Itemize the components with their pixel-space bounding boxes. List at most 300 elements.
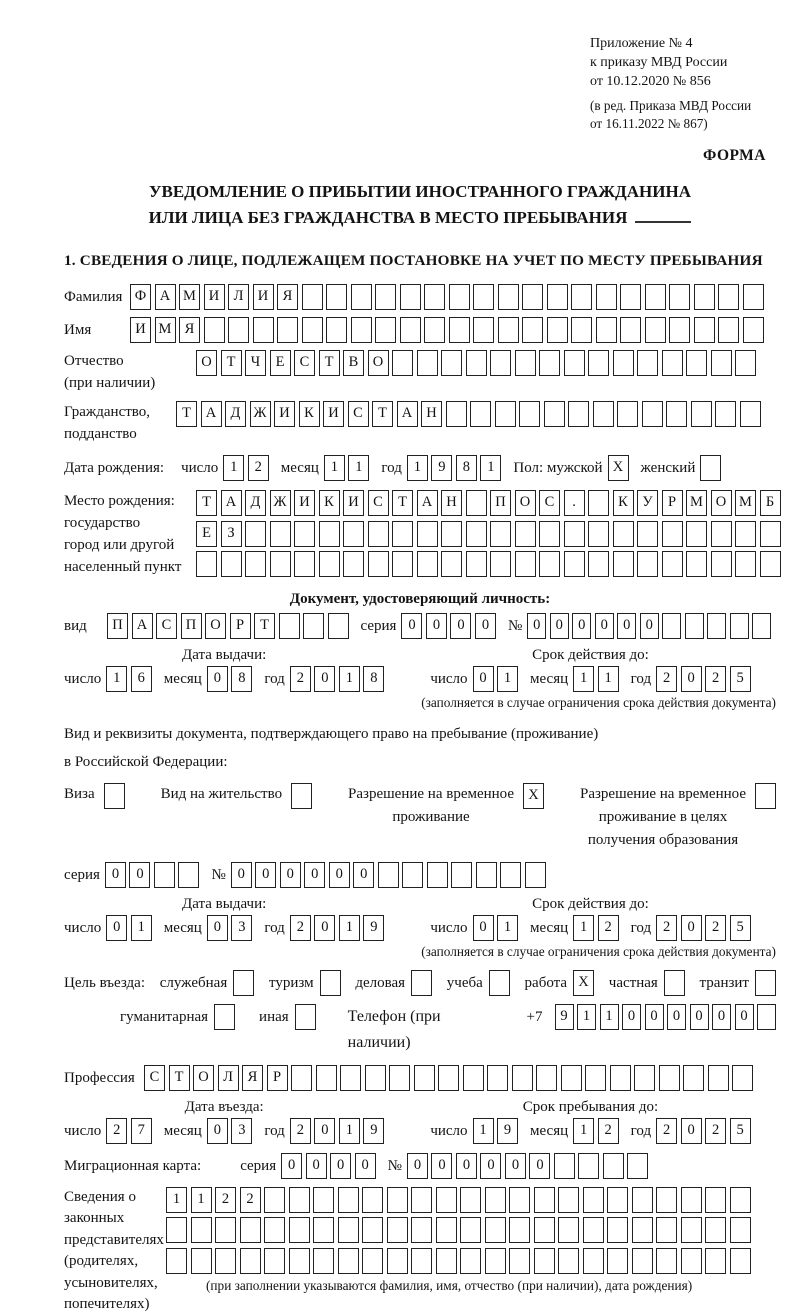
- form-cell[interactable]: [485, 1187, 506, 1213]
- form-cell[interactable]: 0: [681, 1118, 702, 1144]
- form-cell[interactable]: 0: [735, 1004, 754, 1030]
- form-cell[interactable]: [387, 1248, 408, 1274]
- form-cell[interactable]: 2: [705, 1118, 726, 1144]
- form-cell[interactable]: К: [319, 490, 340, 516]
- form-cell[interactable]: 0: [431, 1153, 452, 1179]
- form-cell[interactable]: [694, 284, 715, 310]
- form-cell[interactable]: Ж: [250, 401, 271, 427]
- form-cell[interactable]: 0: [667, 1004, 686, 1030]
- form-cell[interactable]: [561, 1065, 582, 1091]
- form-cell[interactable]: П: [107, 613, 128, 639]
- form-cell[interactable]: [681, 1217, 702, 1243]
- form-cell[interactable]: И: [343, 490, 364, 516]
- form-cell[interactable]: Т: [196, 490, 217, 516]
- form-cell[interactable]: [656, 1217, 677, 1243]
- form-cell[interactable]: 0: [314, 666, 335, 692]
- form-cell[interactable]: 8: [456, 455, 477, 481]
- form-cell[interactable]: [607, 1217, 628, 1243]
- form-cell[interactable]: [166, 1248, 187, 1274]
- form-cell[interactable]: 0: [550, 613, 569, 639]
- form-cell[interactable]: М: [735, 490, 756, 516]
- form-cell[interactable]: [466, 551, 487, 577]
- form-cell[interactable]: [303, 613, 324, 639]
- form-cell[interactable]: [691, 401, 712, 427]
- form-cell[interactable]: [522, 284, 543, 310]
- form-cell[interactable]: И: [204, 284, 225, 310]
- form-cell[interactable]: 1: [339, 666, 360, 692]
- form-cell[interactable]: Р: [267, 1065, 288, 1091]
- form-cell[interactable]: 1: [480, 455, 501, 481]
- form-cell[interactable]: [460, 1217, 481, 1243]
- form-cell[interactable]: [449, 317, 470, 343]
- form-cell[interactable]: А: [155, 284, 176, 310]
- form-cell[interactable]: [662, 613, 681, 639]
- form-cell[interactable]: [253, 317, 274, 343]
- form-cell[interactable]: [392, 551, 413, 577]
- form-cell[interactable]: [392, 521, 413, 547]
- form-cell[interactable]: В: [343, 350, 364, 376]
- form-cell[interactable]: [564, 551, 585, 577]
- form-cell[interactable]: 1: [166, 1187, 187, 1213]
- form-cell[interactable]: [632, 1187, 653, 1213]
- form-cell[interactable]: 0: [304, 862, 325, 888]
- form-cell[interactable]: Ф: [130, 284, 151, 310]
- form-cell[interactable]: [730, 1217, 751, 1243]
- form-cell[interactable]: [245, 521, 266, 547]
- form-cell[interactable]: 0: [401, 613, 422, 639]
- form-cell[interactable]: [760, 521, 781, 547]
- form-cell[interactable]: [509, 1187, 530, 1213]
- form-cell[interactable]: 1: [324, 455, 345, 481]
- form-cell[interactable]: [104, 783, 125, 809]
- form-cell[interactable]: [607, 1248, 628, 1274]
- form-cell[interactable]: [607, 1187, 628, 1213]
- form-cell[interactable]: [544, 401, 565, 427]
- form-cell[interactable]: 9: [497, 1118, 518, 1144]
- form-cell[interactable]: П: [181, 613, 202, 639]
- form-cell[interactable]: [642, 401, 663, 427]
- form-cell[interactable]: 1: [191, 1187, 212, 1213]
- form-cell[interactable]: И: [253, 284, 274, 310]
- form-cell[interactable]: [221, 551, 242, 577]
- form-cell[interactable]: Н: [441, 490, 462, 516]
- form-cell[interactable]: [617, 401, 638, 427]
- form-cell[interactable]: [411, 970, 432, 996]
- form-cell[interactable]: [498, 317, 519, 343]
- form-cell[interactable]: [708, 1065, 729, 1091]
- form-cell[interactable]: 3: [231, 1118, 252, 1144]
- form-cell[interactable]: [228, 317, 249, 343]
- form-cell[interactable]: 2: [290, 915, 311, 941]
- form-cell[interactable]: [178, 862, 199, 888]
- form-cell[interactable]: О: [368, 350, 389, 376]
- form-cell[interactable]: [610, 1065, 631, 1091]
- form-cell[interactable]: 0: [712, 1004, 731, 1030]
- form-cell[interactable]: [755, 783, 776, 809]
- form-cell[interactable]: [681, 1248, 702, 1274]
- form-cell[interactable]: 0: [572, 613, 591, 639]
- form-cell[interactable]: [662, 521, 683, 547]
- form-cell[interactable]: 0: [129, 862, 150, 888]
- form-cell[interactable]: [588, 350, 609, 376]
- form-cell[interactable]: [509, 1217, 530, 1243]
- form-cell[interactable]: [476, 862, 497, 888]
- form-cell[interactable]: [711, 521, 732, 547]
- form-cell[interactable]: 5: [730, 666, 751, 692]
- form-cell[interactable]: 0: [330, 1153, 351, 1179]
- form-cell[interactable]: 9: [431, 455, 452, 481]
- form-cell[interactable]: [270, 521, 291, 547]
- form-cell[interactable]: 0: [640, 613, 659, 639]
- form-cell[interactable]: Т: [319, 350, 340, 376]
- form-cell[interactable]: [686, 521, 707, 547]
- form-cell[interactable]: [289, 1248, 310, 1274]
- form-cell[interactable]: 2: [656, 666, 677, 692]
- form-cell[interactable]: [463, 1065, 484, 1091]
- form-cell[interactable]: С: [368, 490, 389, 516]
- form-cell[interactable]: X: [608, 455, 629, 481]
- form-cell[interactable]: 0: [426, 613, 447, 639]
- form-cell[interactable]: 0: [527, 613, 546, 639]
- form-cell[interactable]: [627, 1153, 648, 1179]
- form-cell[interactable]: Д: [245, 490, 266, 516]
- form-cell[interactable]: [368, 521, 389, 547]
- form-cell[interactable]: [632, 1248, 653, 1274]
- form-cell[interactable]: 0: [595, 613, 614, 639]
- form-cell[interactable]: [378, 862, 399, 888]
- form-cell[interactable]: [534, 1187, 555, 1213]
- form-cell[interactable]: [289, 1217, 310, 1243]
- form-cell[interactable]: [166, 1217, 187, 1243]
- form-cell[interactable]: [515, 350, 536, 376]
- form-cell[interactable]: 0: [355, 1153, 376, 1179]
- form-cell[interactable]: И: [130, 317, 151, 343]
- form-cell[interactable]: [362, 1248, 383, 1274]
- form-cell[interactable]: 0: [473, 666, 494, 692]
- form-cell[interactable]: [705, 1187, 726, 1213]
- form-cell[interactable]: [534, 1248, 555, 1274]
- form-cell[interactable]: [613, 551, 634, 577]
- form-cell[interactable]: [473, 317, 494, 343]
- form-cell[interactable]: 1: [407, 455, 428, 481]
- form-cell[interactable]: [264, 1187, 285, 1213]
- form-cell[interactable]: [196, 551, 217, 577]
- form-cell[interactable]: С: [539, 490, 560, 516]
- form-cell[interactable]: [375, 317, 396, 343]
- form-cell[interactable]: [588, 490, 609, 516]
- form-cell[interactable]: [490, 350, 511, 376]
- form-cell[interactable]: А: [221, 490, 242, 516]
- form-cell[interactable]: [525, 862, 546, 888]
- form-cell[interactable]: А: [132, 613, 153, 639]
- form-cell[interactable]: X: [573, 970, 594, 996]
- form-cell[interactable]: [417, 551, 438, 577]
- form-cell[interactable]: [743, 284, 764, 310]
- form-cell[interactable]: Б: [760, 490, 781, 516]
- form-cell[interactable]: [387, 1187, 408, 1213]
- form-cell[interactable]: 0: [231, 862, 252, 888]
- form-cell[interactable]: [583, 1248, 604, 1274]
- form-cell[interactable]: [539, 521, 560, 547]
- form-cell[interactable]: [417, 521, 438, 547]
- form-cell[interactable]: 1: [598, 666, 619, 692]
- form-cell[interactable]: Т: [254, 613, 275, 639]
- form-cell[interactable]: [191, 1248, 212, 1274]
- form-cell[interactable]: [666, 401, 687, 427]
- form-cell[interactable]: [637, 521, 658, 547]
- form-cell[interactable]: [613, 521, 634, 547]
- form-cell[interactable]: [466, 490, 487, 516]
- form-cell[interactable]: 0: [529, 1153, 550, 1179]
- form-cell[interactable]: Е: [196, 521, 217, 547]
- form-cell[interactable]: [578, 1153, 599, 1179]
- form-cell[interactable]: [685, 613, 704, 639]
- form-cell[interactable]: [571, 317, 592, 343]
- form-cell[interactable]: [585, 1065, 606, 1091]
- form-cell[interactable]: [707, 613, 726, 639]
- form-cell[interactable]: 0: [314, 1118, 335, 1144]
- form-cell[interactable]: П: [490, 490, 511, 516]
- form-cell[interactable]: С: [348, 401, 369, 427]
- form-cell[interactable]: [490, 551, 511, 577]
- form-cell[interactable]: И: [323, 401, 344, 427]
- form-cell[interactable]: И: [274, 401, 295, 427]
- form-cell[interactable]: 0: [281, 1153, 302, 1179]
- form-cell[interactable]: 0: [473, 915, 494, 941]
- form-cell[interactable]: О: [711, 490, 732, 516]
- form-cell[interactable]: [320, 970, 341, 996]
- form-cell[interactable]: [214, 1004, 235, 1030]
- form-cell[interactable]: [441, 521, 462, 547]
- form-cell[interactable]: [400, 317, 421, 343]
- form-cell[interactable]: 2: [290, 1118, 311, 1144]
- form-cell[interactable]: [583, 1217, 604, 1243]
- form-cell[interactable]: Я: [277, 284, 298, 310]
- form-cell[interactable]: К: [613, 490, 634, 516]
- form-cell[interactable]: [711, 551, 732, 577]
- form-cell[interactable]: [485, 1248, 506, 1274]
- form-cell[interactable]: [389, 1065, 410, 1091]
- form-cell[interactable]: 1: [339, 915, 360, 941]
- form-cell[interactable]: [387, 1217, 408, 1243]
- form-cell[interactable]: 1: [131, 915, 152, 941]
- form-cell[interactable]: 0: [450, 613, 471, 639]
- form-cell[interactable]: [338, 1217, 359, 1243]
- form-cell[interactable]: [603, 1153, 624, 1179]
- form-cell[interactable]: [446, 401, 467, 427]
- form-cell[interactable]: [402, 862, 423, 888]
- form-cell[interactable]: 1: [106, 666, 127, 692]
- form-cell[interactable]: [313, 1187, 334, 1213]
- form-cell[interactable]: X: [523, 783, 544, 809]
- form-cell[interactable]: [328, 613, 349, 639]
- form-cell[interactable]: 2: [598, 1118, 619, 1144]
- form-cell[interactable]: [326, 317, 347, 343]
- form-cell[interactable]: Ч: [245, 350, 266, 376]
- form-cell[interactable]: [411, 1217, 432, 1243]
- form-cell[interactable]: [289, 1187, 310, 1213]
- form-cell[interactable]: С: [156, 613, 177, 639]
- form-cell[interactable]: 2: [240, 1187, 261, 1213]
- form-cell[interactable]: [700, 455, 721, 481]
- form-cell[interactable]: [705, 1248, 726, 1274]
- form-cell[interactable]: М: [155, 317, 176, 343]
- form-cell[interactable]: 0: [480, 1153, 501, 1179]
- form-cell[interactable]: 0: [475, 613, 496, 639]
- form-cell[interactable]: 0: [690, 1004, 709, 1030]
- form-cell[interactable]: [154, 862, 175, 888]
- form-cell[interactable]: 1: [473, 1118, 494, 1144]
- form-cell[interactable]: [620, 317, 641, 343]
- form-cell[interactable]: 0: [280, 862, 301, 888]
- form-cell[interactable]: Д: [225, 401, 246, 427]
- form-cell[interactable]: [681, 1187, 702, 1213]
- form-cell[interactable]: [294, 551, 315, 577]
- form-cell[interactable]: [264, 1248, 285, 1274]
- form-cell[interactable]: 8: [363, 666, 384, 692]
- form-cell[interactable]: 1: [348, 455, 369, 481]
- form-cell[interactable]: 1: [573, 915, 594, 941]
- form-cell[interactable]: [319, 551, 340, 577]
- form-cell[interactable]: 2: [656, 1118, 677, 1144]
- form-cell[interactable]: 2: [705, 666, 726, 692]
- form-cell[interactable]: [694, 317, 715, 343]
- form-cell[interactable]: 1: [223, 455, 244, 481]
- form-cell[interactable]: [340, 1065, 361, 1091]
- form-cell[interactable]: [316, 1065, 337, 1091]
- form-cell[interactable]: 7: [131, 1118, 152, 1144]
- form-cell[interactable]: [319, 521, 340, 547]
- form-cell[interactable]: [583, 1187, 604, 1213]
- form-cell[interactable]: [365, 1065, 386, 1091]
- form-cell[interactable]: [240, 1248, 261, 1274]
- form-cell[interactable]: [730, 613, 749, 639]
- form-cell[interactable]: А: [201, 401, 222, 427]
- form-cell[interactable]: [451, 862, 472, 888]
- form-cell[interactable]: [634, 1065, 655, 1091]
- form-cell[interactable]: Т: [221, 350, 242, 376]
- form-cell[interactable]: Л: [218, 1065, 239, 1091]
- form-cell[interactable]: 0: [105, 862, 126, 888]
- form-cell[interactable]: 1: [497, 915, 518, 941]
- form-cell[interactable]: [637, 350, 658, 376]
- form-cell[interactable]: А: [417, 490, 438, 516]
- form-cell[interactable]: 9: [363, 1118, 384, 1144]
- form-cell[interactable]: [438, 1065, 459, 1091]
- form-cell[interactable]: Т: [169, 1065, 190, 1091]
- form-cell[interactable]: М: [179, 284, 200, 310]
- form-cell[interactable]: [534, 1217, 555, 1243]
- form-cell[interactable]: [536, 1065, 557, 1091]
- form-cell[interactable]: [489, 970, 510, 996]
- form-cell[interactable]: [487, 1065, 508, 1091]
- form-cell[interactable]: [490, 521, 511, 547]
- form-cell[interactable]: [436, 1187, 457, 1213]
- form-cell[interactable]: 0: [681, 915, 702, 941]
- form-cell[interactable]: [204, 317, 225, 343]
- form-cell[interactable]: 9: [363, 915, 384, 941]
- form-cell[interactable]: [466, 521, 487, 547]
- form-cell[interactable]: [302, 317, 323, 343]
- form-cell[interactable]: [686, 350, 707, 376]
- form-cell[interactable]: 2: [248, 455, 269, 481]
- form-cell[interactable]: [645, 284, 666, 310]
- form-cell[interactable]: 5: [730, 1118, 751, 1144]
- form-cell[interactable]: Я: [242, 1065, 263, 1091]
- form-cell[interactable]: С: [294, 350, 315, 376]
- form-cell[interactable]: [498, 284, 519, 310]
- form-cell[interactable]: О: [196, 350, 217, 376]
- form-cell[interactable]: [436, 1248, 457, 1274]
- form-cell[interactable]: [539, 551, 560, 577]
- form-cell[interactable]: [571, 284, 592, 310]
- form-cell[interactable]: [752, 613, 771, 639]
- form-cell[interactable]: [558, 1248, 579, 1274]
- form-cell[interactable]: Ж: [270, 490, 291, 516]
- form-cell[interactable]: [326, 284, 347, 310]
- form-cell[interactable]: [441, 551, 462, 577]
- form-cell[interactable]: [264, 1217, 285, 1243]
- form-cell[interactable]: О: [193, 1065, 214, 1091]
- form-cell[interactable]: Л: [228, 284, 249, 310]
- form-cell[interactable]: [313, 1248, 334, 1274]
- form-cell[interactable]: [417, 350, 438, 376]
- form-cell[interactable]: [515, 521, 536, 547]
- form-cell[interactable]: [596, 317, 617, 343]
- form-cell[interactable]: [400, 284, 421, 310]
- form-cell[interactable]: [669, 284, 690, 310]
- form-cell[interactable]: У: [637, 490, 658, 516]
- form-cell[interactable]: М: [686, 490, 707, 516]
- form-cell[interactable]: 2: [290, 666, 311, 692]
- form-cell[interactable]: 0: [617, 613, 636, 639]
- form-cell[interactable]: [215, 1217, 236, 1243]
- form-cell[interactable]: [411, 1187, 432, 1213]
- form-cell[interactable]: [338, 1248, 359, 1274]
- form-cell[interactable]: [509, 1248, 530, 1274]
- form-cell[interactable]: [730, 1187, 751, 1213]
- form-cell[interactable]: [495, 401, 516, 427]
- form-cell[interactable]: 0: [456, 1153, 477, 1179]
- form-cell[interactable]: 3: [231, 915, 252, 941]
- form-cell[interactable]: [539, 350, 560, 376]
- form-cell[interactable]: [558, 1187, 579, 1213]
- form-cell[interactable]: [295, 1004, 316, 1030]
- form-cell[interactable]: [215, 1248, 236, 1274]
- form-cell[interactable]: [466, 350, 487, 376]
- form-cell[interactable]: [735, 551, 756, 577]
- form-cell[interactable]: [757, 1004, 776, 1030]
- form-cell[interactable]: 0: [106, 915, 127, 941]
- form-cell[interactable]: [620, 284, 641, 310]
- form-cell[interactable]: [460, 1187, 481, 1213]
- form-cell[interactable]: [362, 1187, 383, 1213]
- form-cell[interactable]: О: [205, 613, 226, 639]
- form-cell[interactable]: А: [397, 401, 418, 427]
- form-cell[interactable]: 2: [215, 1187, 236, 1213]
- form-cell[interactable]: [718, 317, 739, 343]
- form-cell[interactable]: 0: [329, 862, 350, 888]
- form-cell[interactable]: [662, 350, 683, 376]
- form-cell[interactable]: 8: [231, 666, 252, 692]
- form-cell[interactable]: [664, 970, 685, 996]
- form-cell[interactable]: И: [294, 490, 315, 516]
- form-cell[interactable]: 1: [573, 666, 594, 692]
- form-cell[interactable]: [427, 862, 448, 888]
- form-cell[interactable]: [588, 551, 609, 577]
- form-cell[interactable]: 0: [622, 1004, 641, 1030]
- form-cell[interactable]: [233, 970, 254, 996]
